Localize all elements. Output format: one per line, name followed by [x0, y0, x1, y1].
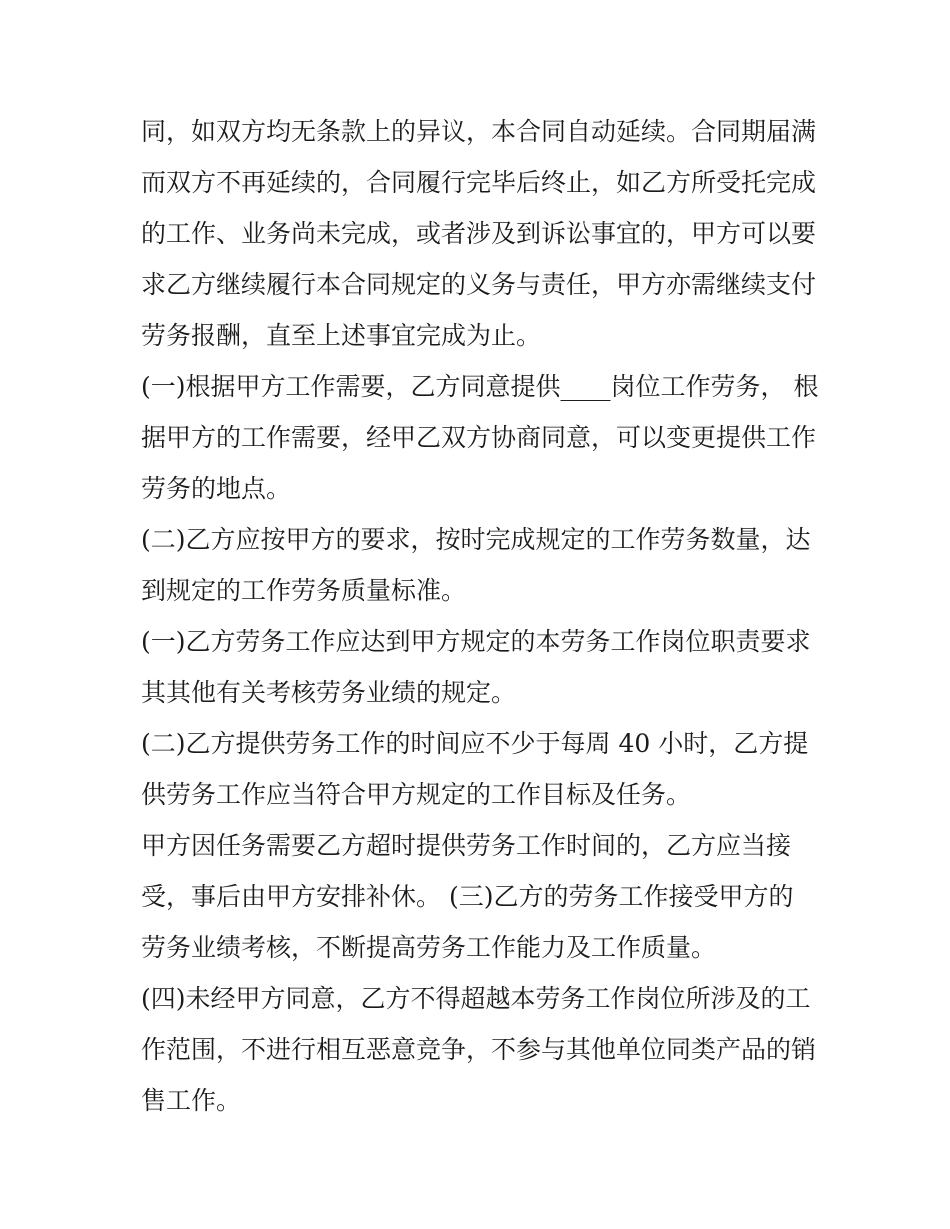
- contract-text: [141, 106, 821, 1126]
- text-line: (一)乙方劳务工作应达到甲方规定的本劳务工作岗位职责要求: [141, 627, 811, 656]
- text-line: 供劳务工作应当符合甲方规定的工作目标及任务。: [141, 780, 692, 809]
- text-line: 求乙方继续履行本合同规定的义务与责任，甲方亦需继续支付: [141, 270, 817, 299]
- text-line: 劳务报酬，直至上述事宜完成为止。: [141, 321, 542, 350]
- text-line: 甲方因任务需要乙方超时提供劳务工作时间的，乙方应当接: [141, 831, 792, 860]
- text-line: (一)根据甲方工作需要，乙方同意提供____岗位工作劳务， 根: [141, 372, 819, 401]
- text-line: (四)未经甲方同意，乙方不得超越本劳务工作岗位所涉及的工: [141, 984, 811, 1013]
- text-line: 售工作。: [141, 1086, 242, 1115]
- text-line: 同，如双方均无条款上的异议，本合同自动延续。合同期届满: [141, 117, 817, 146]
- text-line: 劳务业绩考核，不断提高劳务工作能力及工作质量。: [141, 933, 717, 962]
- text-line: 受，事后由甲方安排补休。 (三)乙方的劳务工作接受甲方的: [141, 882, 794, 911]
- text-line: (二)乙方应按甲方的要求，按时完成规定的工作劳务数量，达: [141, 525, 811, 554]
- text-line: 据甲方的工作需要，经甲乙双方协商同意，可以变更提供工作: [141, 423, 817, 452]
- text-line: 的工作、业务尚未完成，或者涉及到诉讼事宜的，甲方可以要: [141, 219, 817, 248]
- text-line: 劳务的地点。: [141, 474, 292, 503]
- text-line: 作范围，不进行相互恶意竞争，不参与其他单位同类产品的销: [141, 1035, 817, 1064]
- text-line: (二)乙方提供劳务工作的时间应不少于每周 40 小时，乙方提: [141, 729, 809, 758]
- text-line: 其其他有关考核劳务业绩的规定。: [141, 678, 517, 707]
- text-line: 到规定的工作劳务质量标准。: [141, 576, 467, 605]
- text-line: 而双方不再延续的，合同履行完毕后终止，如乙方所受托完成: [141, 168, 817, 197]
